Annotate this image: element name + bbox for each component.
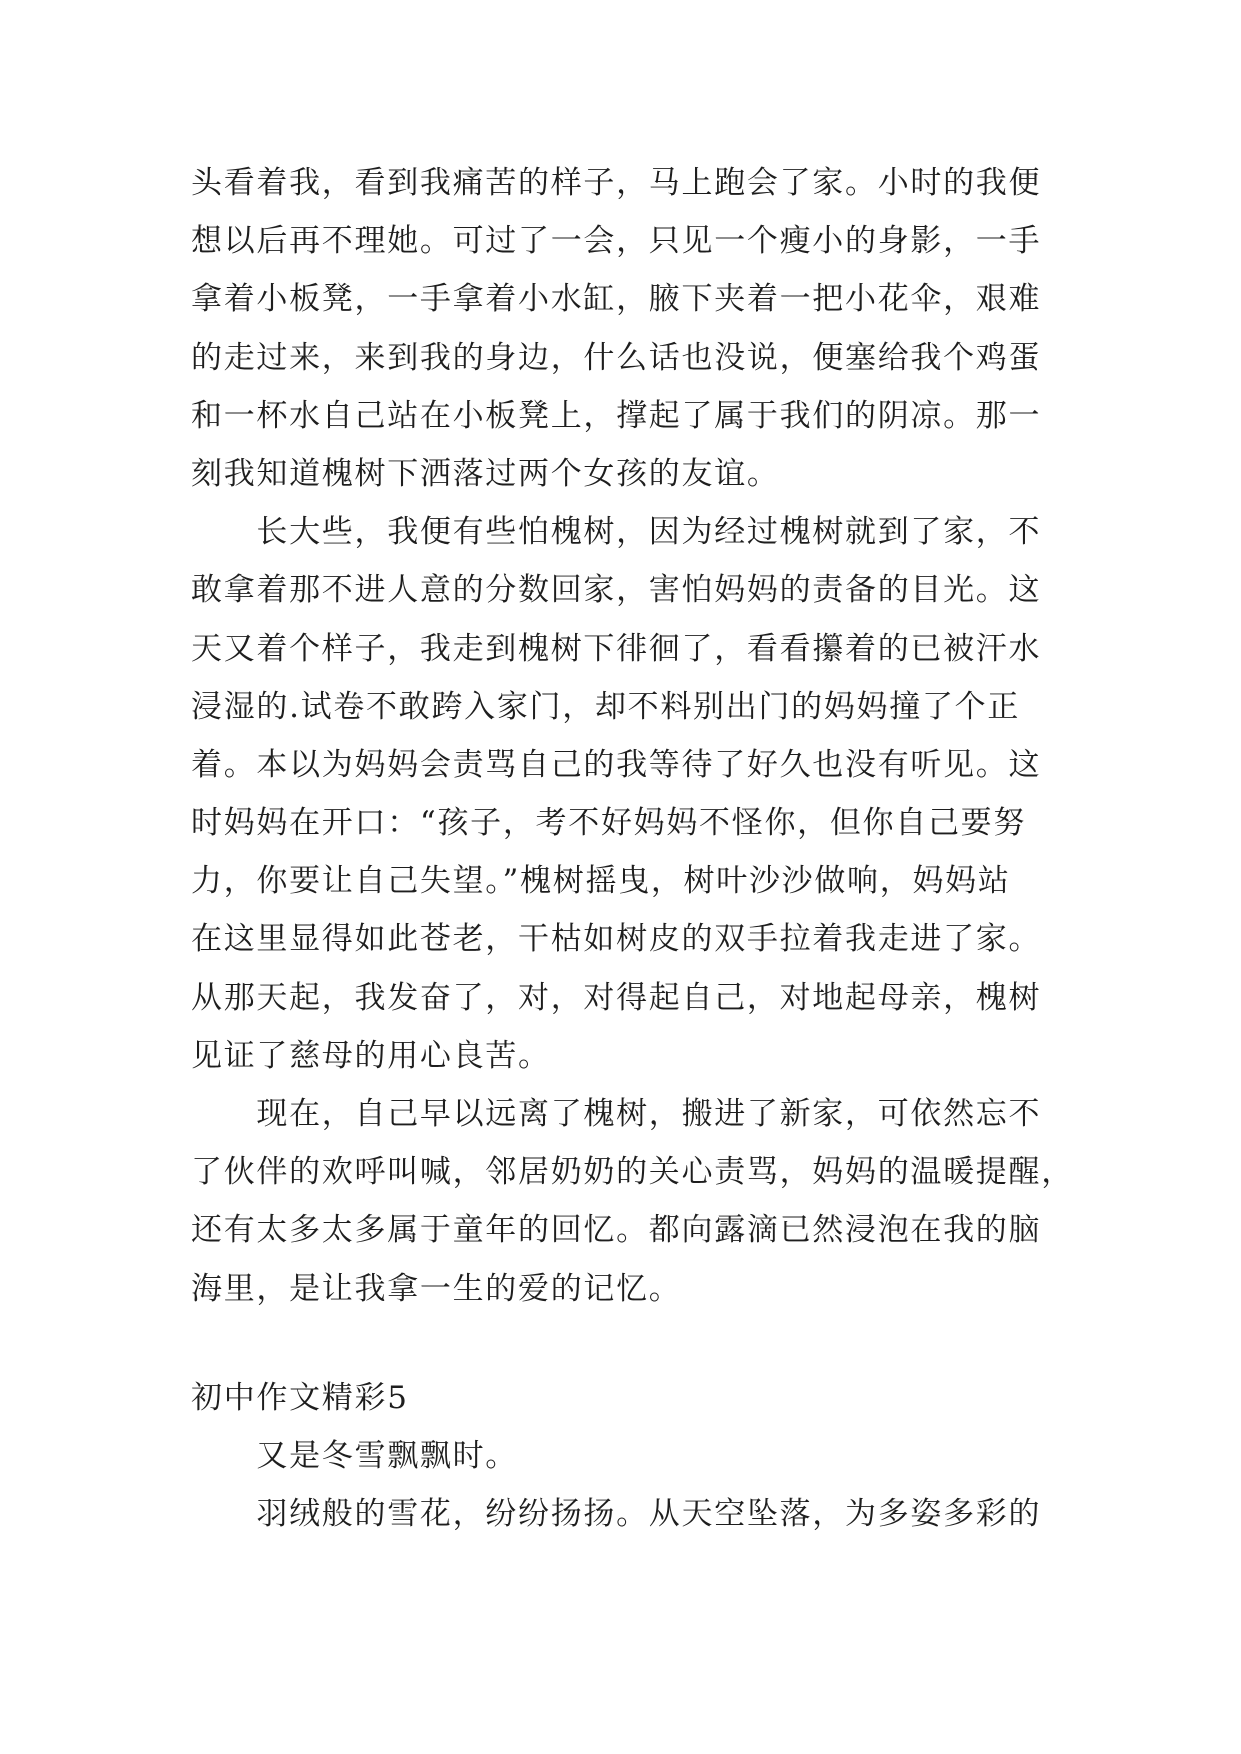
text-line: 从那天起，我发奋了，对，对得起自己，对地起母亲，槐树 <box>191 979 1042 1016</box>
text-line: 在这里显得如此苍老，干枯如树皮的双手拉着我走进了家。 <box>191 921 1042 958</box>
text-line: 了伙伴的欢呼叫喊，邻居奶奶的关心责骂，妈妈的温暖提醒， <box>191 1154 1074 1191</box>
text-line: 见证了慈母的用心良苦。 <box>191 1037 551 1074</box>
text-line: 和一杯水自己站在小板凳上，撑起了属于我们的阴凉。那一 <box>191 397 1042 434</box>
text-line: 浸湿的.试卷不敢跨入家门，却不料别出门的妈妈撞了个正 <box>191 688 1021 725</box>
paragraph <box>191 503 1111 1085</box>
text-line: 的走过来，来到我的身边，什么话也没说，便塞给我个鸡蛋 <box>191 339 1042 376</box>
paragraph <box>191 1427 1111 1485</box>
paragraph <box>191 1085 1111 1318</box>
document-body <box>191 154 1111 1543</box>
text-line: 长大些，我便有些怕槐树，因为经过槐树就到了家，不 <box>256 514 1042 551</box>
text-line: 又是冬雪飘飘时。 <box>256 1437 518 1474</box>
essay-title: 初中作文精彩5 <box>191 1379 409 1416</box>
text-line: 着。本以为妈妈会责骂自己的我等待了好久也没有听见。这 <box>191 746 1042 783</box>
text-line: 力，你要让自己失望。”槐树摇曳，树叶沙沙做响，妈妈站 <box>191 863 1011 900</box>
text-line: 还有太多太多属于童年的回忆。都向露滴已然浸泡在我的脑 <box>191 1212 1042 1249</box>
text-line: 头看着我，看到我痛苦的样子，马上跑会了家。小时的我便 <box>191 165 1042 201</box>
text-line: 羽绒般的雪花，纷纷扬扬。从天空坠落，为多姿多彩的 <box>256 1496 1042 1533</box>
text-line: 想以后再不理她。可过了一会，只见一个瘦小的身影，一手 <box>191 223 1042 260</box>
text-line: 刻我知道槐树下洒落过两个女孩的友谊。 <box>191 455 780 492</box>
text-line: 现在，自己早以远离了槐树，搬进了新家，可依然忘不 <box>256 1096 1042 1132</box>
paragraph <box>191 154 1111 503</box>
text-line: 拿着小板凳，一手拿着小水缸，腋下夹着一把小花伞，艰难 <box>191 281 1042 318</box>
text-line: 时妈妈在开口：“孩子，考不好妈妈不怪你，但你自己要努 <box>191 805 1027 842</box>
text-line: 敢拿着那不进人意的分数回家，害怕妈妈的责备的目光。这 <box>191 572 1042 609</box>
text-line: 天又着个样子，我走到槐树下徘徊了，看看攥着的已被汗水 <box>191 630 1042 667</box>
paragraph <box>191 1485 1111 1543</box>
text-line: 海里，是让我拿一生的爱的记忆。 <box>191 1270 682 1307</box>
